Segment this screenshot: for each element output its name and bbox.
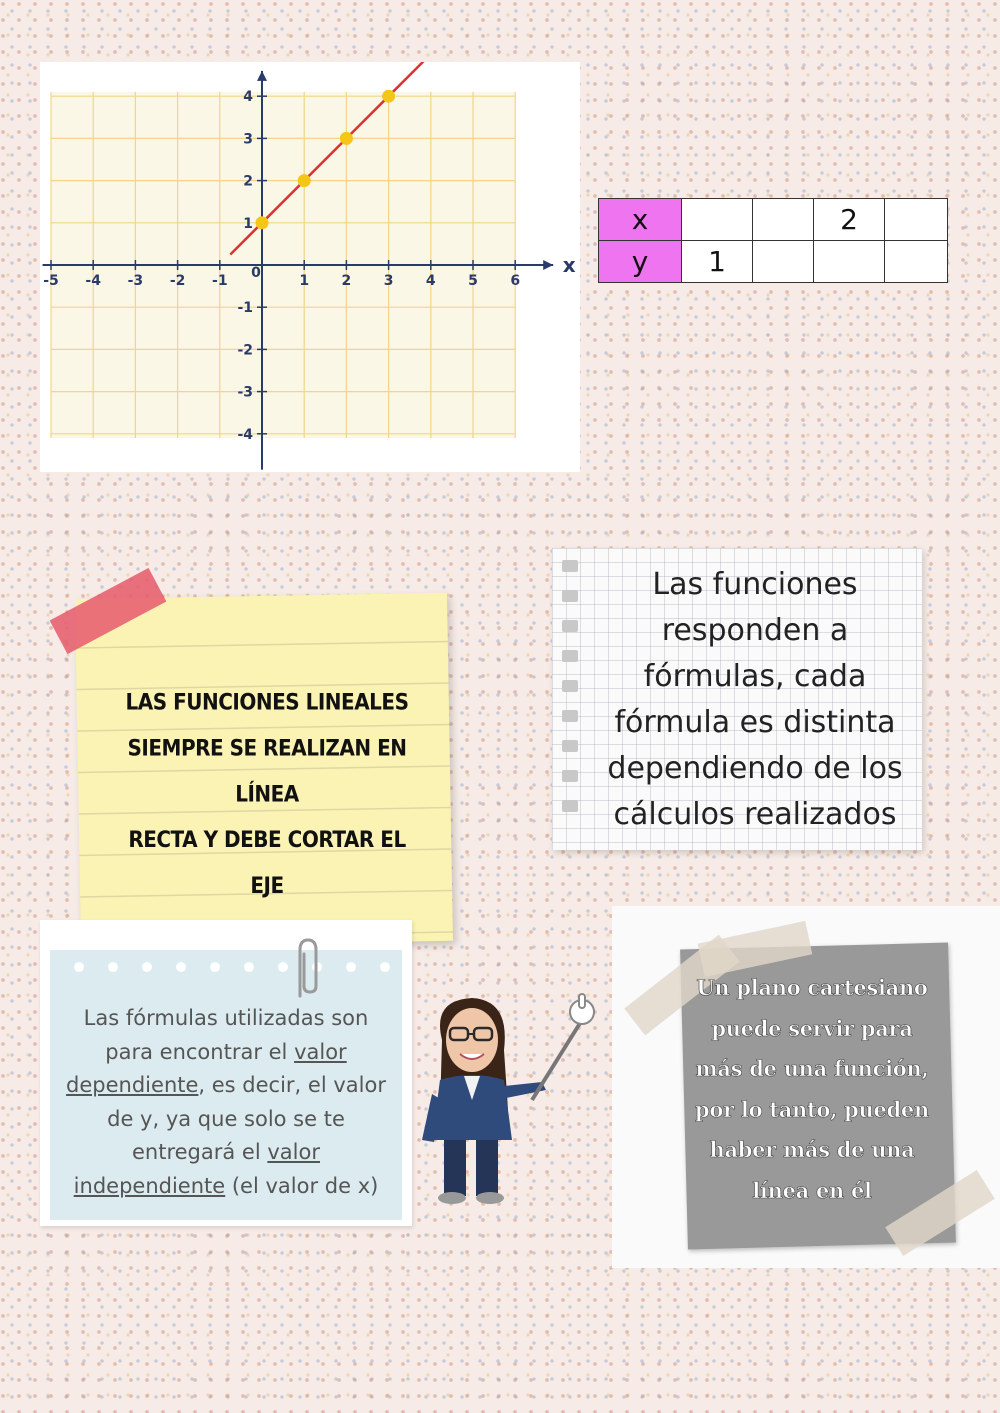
gray-line: haber más de una (709, 1137, 915, 1162)
x-tick-label: -5 (43, 273, 59, 289)
ring-decoration (562, 590, 578, 602)
sticky-line: LAS FUNCIONES LINEALES (125, 688, 409, 716)
x-tick-label: 3 (383, 273, 394, 289)
ring-decoration (562, 680, 578, 692)
graph-svg (40, 62, 580, 472)
x-tick-label: -4 (85, 273, 101, 289)
x-cell-3[interactable]: 2 (814, 199, 885, 241)
x-cell-2[interactable] (753, 199, 814, 241)
data-point (298, 174, 311, 187)
hole-decoration (210, 962, 220, 972)
y-tick-label: 2 (243, 173, 253, 190)
y-tick-label: -4 (237, 426, 253, 443)
blue-note-text (58, 1002, 394, 1203)
row-label-y: y (599, 241, 682, 283)
y-tick-label: -1 (237, 300, 253, 317)
grid-line: fórmulas, cada (643, 659, 867, 694)
dependent-value-link: valor dependiente (66, 1039, 347, 1097)
x-tick-label: 2 (341, 273, 352, 289)
hole-decoration (380, 962, 390, 972)
paperclip-icon (286, 936, 330, 1000)
gray-line: más de una función, (695, 1056, 929, 1081)
y-axis-arrow (257, 71, 267, 81)
gray-line: por lo tanto, pueden (695, 1096, 929, 1122)
x-axis-arrow (543, 260, 553, 270)
ring-decoration (562, 650, 578, 662)
hole-decoration (74, 962, 84, 972)
gray-note-text (680, 968, 944, 1211)
hole-decoration (346, 962, 356, 972)
grid-line: Las funciones (652, 567, 858, 602)
y-tick-label: 1 (243, 215, 253, 232)
cartesian-graph (40, 62, 580, 472)
grid-note-text (590, 562, 920, 838)
sticky-note-text (112, 679, 422, 955)
teacher-avatar-icon (412, 990, 602, 1206)
x-tick-label: 6 (510, 273, 521, 289)
table-row-y (599, 241, 948, 283)
x-cell-1[interactable] (682, 199, 753, 241)
y-tick-label: -2 (237, 342, 253, 359)
sticky-line: SIEMPRE SE REALIZAN EN LÍNEA (127, 734, 407, 807)
hole-decoration (142, 962, 152, 972)
gray-line: línea en él (752, 1177, 872, 1203)
row-label-x: x (599, 199, 682, 241)
x-tick-label: 4 (425, 273, 436, 289)
gray-line: puede servir para (711, 1015, 913, 1041)
ring-decoration (562, 740, 578, 752)
grid-line: dependiendo de los (607, 751, 903, 786)
x-axis-label: x (562, 253, 576, 277)
grid-line: responden a (661, 613, 849, 648)
y-cell-2[interactable] (753, 241, 814, 283)
ring-decoration (562, 800, 578, 812)
y-cell-3[interactable] (814, 241, 885, 283)
y-cell-4[interactable] (885, 241, 948, 283)
x-cell-4[interactable] (885, 199, 948, 241)
x-tick-label: 0 (251, 265, 261, 281)
ring-decoration (562, 710, 578, 722)
blue-text-part: (el valor de x) (225, 1173, 379, 1198)
x-tick-label: 1 (299, 273, 310, 289)
y-tick-label: -3 (237, 384, 253, 401)
grid-line: fórmula es distinta (614, 705, 896, 740)
hole-decoration (108, 962, 118, 972)
data-point (256, 216, 269, 229)
hole-decoration (176, 962, 186, 972)
x-tick-label: 5 (468, 273, 478, 289)
x-tick-label: -3 (127, 273, 144, 289)
blue-text-part: , es decir, el valor de y, ya que solo se te entregará el (107, 1073, 386, 1164)
x-tick-label: -2 (169, 273, 186, 289)
ring-decoration (562, 560, 578, 572)
xy-table (598, 198, 948, 283)
y-tick-label: 4 (243, 89, 253, 106)
blue-text-part: Las fórmulas utilizadas son para encontrar el (83, 1006, 369, 1064)
x-tick-label: -1 (212, 273, 228, 289)
independent-value-link: valor independiente (73, 1140, 320, 1198)
sticky-line: RECTA Y DEBE CORTAR EL EJE (128, 825, 406, 899)
data-point (340, 132, 353, 145)
y-tick-label: 3 (243, 131, 253, 148)
ring-decoration (562, 770, 578, 782)
grid-line: cálculos realizados (613, 797, 897, 832)
ring-decoration (562, 620, 578, 632)
gray-line: Un plano cartesiano (696, 975, 928, 1000)
table-row-x (599, 199, 948, 241)
hole-decoration (244, 962, 254, 972)
y-cell-1[interactable]: 1 (682, 241, 753, 283)
data-point (382, 90, 395, 103)
